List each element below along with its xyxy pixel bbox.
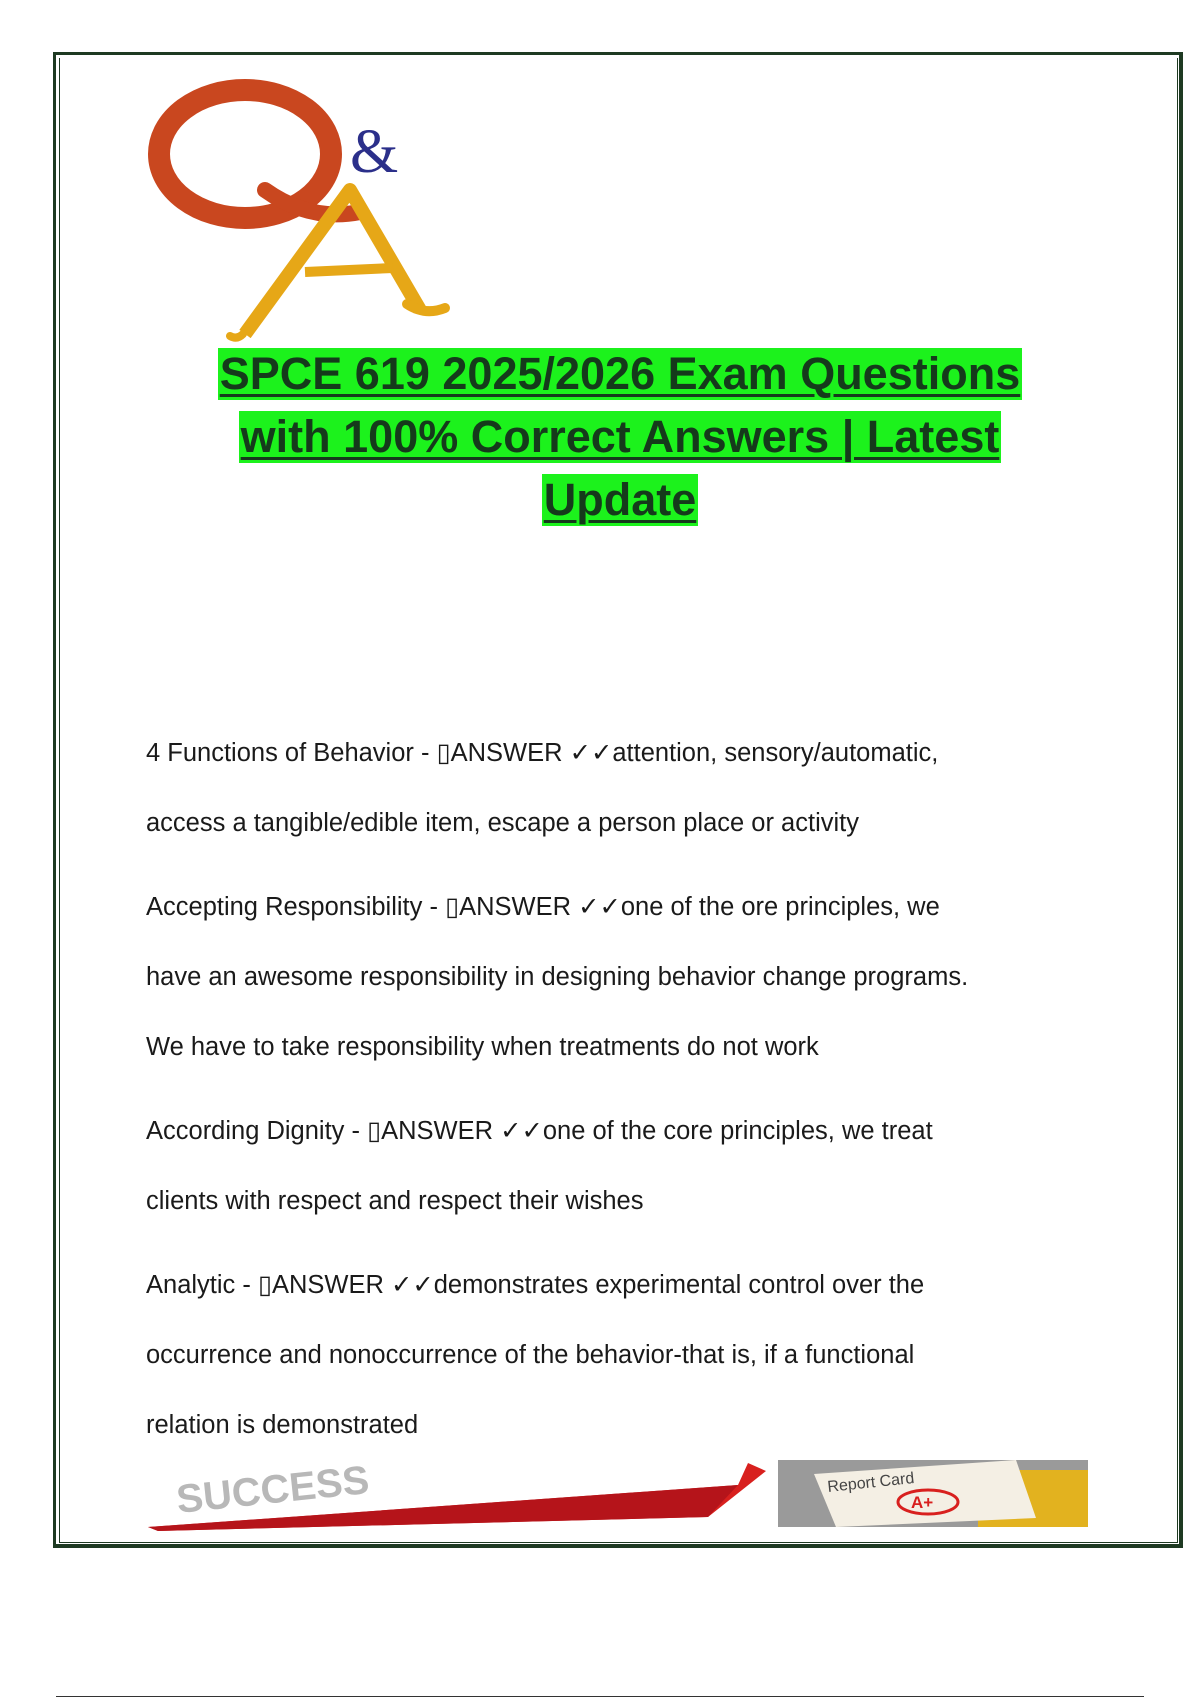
answer-line: clients with respect and respect their wishes (146, 1187, 644, 1215)
qa-term: 4 Functions of Behavior (146, 739, 414, 767)
success-text: SUCCESS (174, 1457, 372, 1522)
answer-marker: - ▯ANSWER ✓✓ (344, 1117, 543, 1145)
qa-item (146, 1096, 1086, 1236)
answer-marker: - ▯ANSWER ✓✓ (413, 739, 613, 767)
qa-list (146, 718, 1086, 1474)
title-line-2: with 100% Correct Answers | Latest (240, 411, 1000, 462)
answer-line: We have to take responsibility when treatments do not work (146, 1033, 819, 1061)
answer-line: attention, sensory/automatic, (612, 739, 939, 767)
qa-item (146, 872, 1086, 1082)
title-line-3: Update (543, 474, 697, 525)
title-line-1: SPCE 619 2025/2026 Exam Questions (219, 348, 1021, 399)
answer-line: demonstrates experimental control over the (433, 1271, 925, 1299)
qa-term: Accepting Responsibility (146, 893, 423, 921)
answer-line: relation is demonstrated (146, 1411, 419, 1439)
answer-marker: - ▯ANSWER ✓✓ (422, 893, 621, 921)
report-card-image (778, 1460, 1088, 1527)
answer-marker: - ▯ANSWER ✓✓ (235, 1271, 434, 1299)
answer-line: occurrence and nonoccurrence of the behavior-that is, if a functional (146, 1341, 915, 1369)
qa-item (146, 718, 1086, 858)
report-card-label: Report Card (826, 1469, 916, 1496)
qa-logo (145, 72, 475, 342)
success-arrow-image (148, 1455, 766, 1531)
answer-line: have an awesome responsibility in designing behavior change programs. (146, 963, 969, 991)
svg-text:&: & (350, 118, 399, 186)
qa-term: Analytic (146, 1271, 236, 1299)
qa-term: According Dignity (146, 1117, 345, 1145)
answer-line: one of the ore principles, we (620, 893, 940, 921)
grade-mark: A+ (911, 1493, 934, 1512)
answer-line: access a tangible/edible item, escape a person place or activity (146, 809, 859, 837)
document-title (140, 348, 1100, 537)
qa-item (146, 1250, 1086, 1460)
answer-line: one of the core principles, we treat (542, 1117, 933, 1145)
footer-divider (56, 1696, 1144, 1697)
